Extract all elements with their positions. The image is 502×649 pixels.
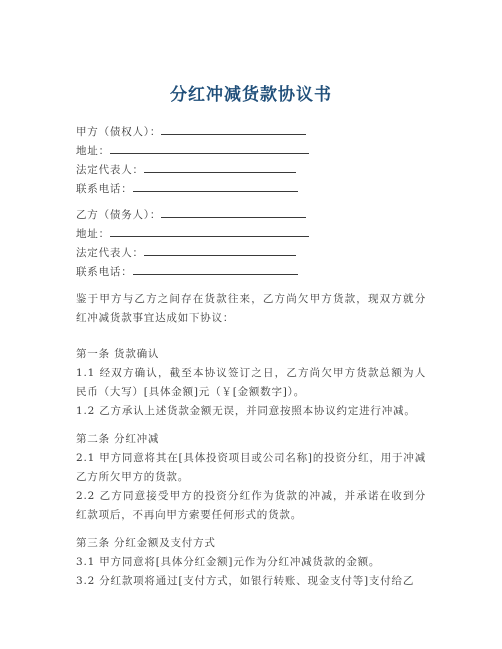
article-3-clause-2: 3.2 分红款项将通过[支付方式，如银行转账、现金支付等]支付给乙 xyxy=(76,575,415,587)
preamble-paragraph: 鉴于甲方与乙方之间存在货款往来，乙方尚欠甲方货款，现双方就分红冲减货款事宜达成如下协议： xyxy=(76,293,426,324)
party-b-address-label: 地址： xyxy=(76,228,110,240)
article-2-heading: 第二条 分红冲减 xyxy=(76,433,160,445)
party-b-phone-line xyxy=(76,263,431,282)
article-1-clause-2: 1.2 乙方承认上述货款金额无误，并同意按照本协议约定进行冲减。 xyxy=(76,405,416,417)
party-b-rep-line xyxy=(76,244,431,263)
party-a-phone-label: 联系电话： xyxy=(76,183,133,195)
article-1-heading: 第一条 货款确认 xyxy=(76,348,160,360)
party-a-rep-label: 法定代表人： xyxy=(76,164,144,176)
party-b-address-blank xyxy=(110,225,309,237)
party-b-address-line xyxy=(76,225,431,244)
party-a-name-blank xyxy=(161,123,306,135)
party-b-name-label: 乙方（债务人）： xyxy=(76,209,162,221)
party-b-rep-label: 法定代表人： xyxy=(76,247,144,259)
party-a-rep-line xyxy=(76,161,431,180)
article-3 xyxy=(76,534,431,591)
preamble-section xyxy=(76,290,431,328)
article-2 xyxy=(76,430,431,525)
party-a-section xyxy=(76,123,431,199)
party-a-phone-line xyxy=(76,180,431,199)
document-title: 分红冲减货款协议书 xyxy=(170,85,332,105)
article-1 xyxy=(76,345,431,421)
party-a-name-label: 甲方（债权人）： xyxy=(76,126,162,138)
article-2-clause-2: 2.2 乙方同意接受甲方的投资分红作为货款的冲减，并承诺在收到分红款项后，不再向甲方索要任何形式的货款。 xyxy=(76,490,426,521)
article-3-heading: 第三条 分红金额及支付方式 xyxy=(76,537,216,549)
party-a-phone-blank xyxy=(133,180,298,192)
party-a-name-line xyxy=(76,123,431,142)
party-b-rep-blank xyxy=(144,244,296,256)
party-b-name-blank xyxy=(161,206,306,218)
article-3-clause-1: 3.1 甲方同意将[具体分红金额]元作为分红冲减货款的金额。 xyxy=(76,556,381,568)
party-a-rep-blank xyxy=(144,161,296,173)
party-b-section xyxy=(76,206,431,282)
party-b-phone-blank xyxy=(133,263,298,275)
article-2-clause-1: 2.1 甲方同意将其在[具体投资项目或公司名称]的投资分红，用于冲减乙方所欠甲方的货款。 xyxy=(76,452,426,483)
party-b-name-line xyxy=(76,206,431,225)
party-b-phone-label: 联系电话： xyxy=(76,266,133,278)
party-a-address-blank xyxy=(110,142,309,154)
party-a-address-line xyxy=(76,142,431,161)
article-1-clause-1: 1.1 经双方确认，截至本协议签订之日，乙方尚欠甲方货款总额为人民币（大写）[具体金额]元（￥[金额数字]）。 xyxy=(76,367,426,398)
party-a-address-label: 地址： xyxy=(76,145,110,157)
